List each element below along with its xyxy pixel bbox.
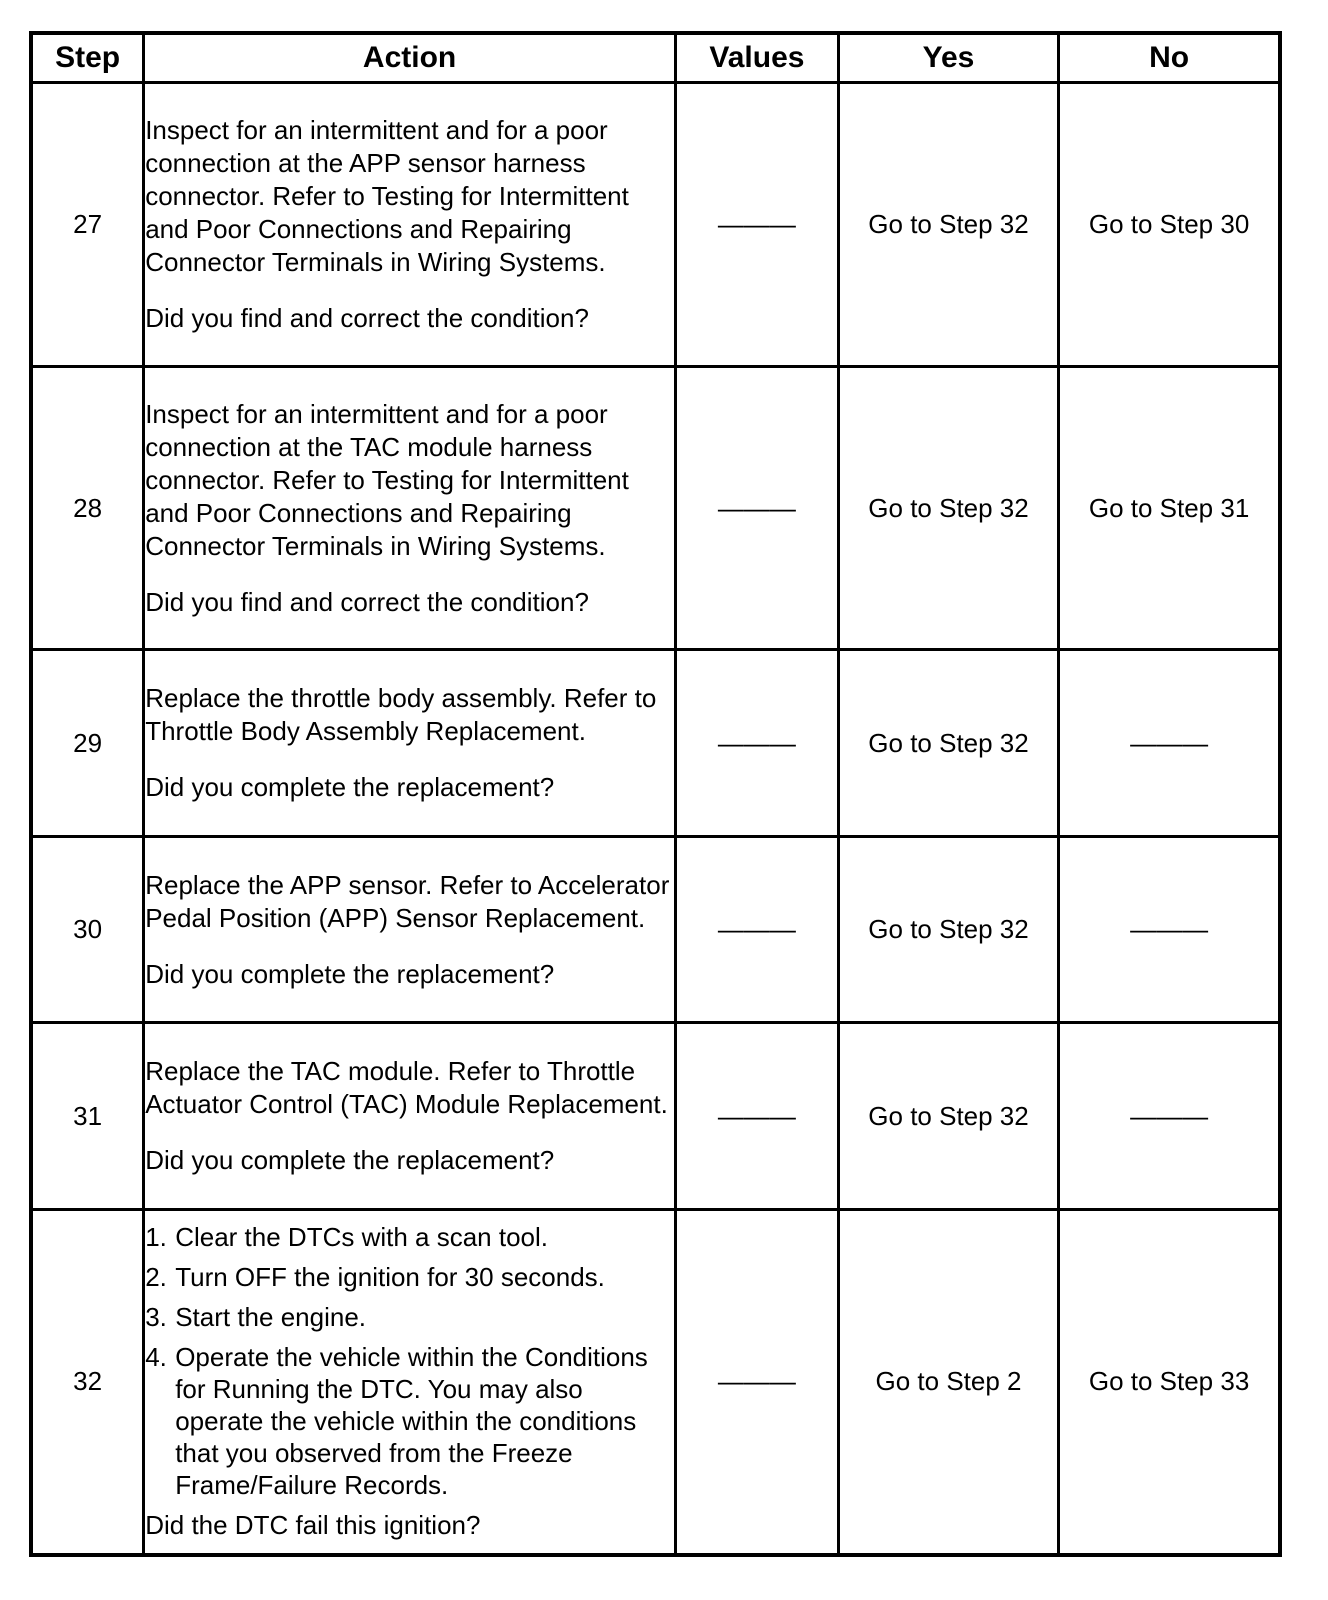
step-number: 28 <box>31 367 144 650</box>
substep-text: Clear the DTCs with a scan tool. <box>175 1222 549 1253</box>
step-number: 32 <box>31 1210 144 1555</box>
table-row <box>31 837 1280 1023</box>
values-cell: ——— <box>675 837 838 1023</box>
list-item <box>145 1261 674 1293</box>
action-question: Did you find and correct the condition? <box>145 586 589 617</box>
action-question: Did you complete the replacement? <box>145 772 555 802</box>
action-cell <box>144 1023 676 1210</box>
substep-number: 1. <box>145 1222 167 1253</box>
values-cell: ——— <box>675 650 838 837</box>
no-cell: Go to Step 31 <box>1059 367 1280 650</box>
no-cell: ——— <box>1059 837 1280 1023</box>
step-number: 27 <box>31 83 144 367</box>
substep-number: 2. <box>145 1262 167 1293</box>
no-cell: ——— <box>1059 650 1280 837</box>
action-cell <box>144 367 676 650</box>
table-row <box>31 83 1280 367</box>
table-row <box>31 1210 1280 1555</box>
header-step: Step <box>31 33 144 83</box>
action-text: Replace the throttle body assembly. Refer to Throttle Body Assembly Replacement. <box>145 683 657 746</box>
yes-cell: Go to Step 32 <box>838 837 1058 1023</box>
header-yes: Yes <box>838 33 1058 83</box>
substep-list <box>145 1221 674 1501</box>
values-cell: ——— <box>675 1023 838 1210</box>
action-question: Did you complete the replacement? <box>145 958 555 989</box>
table-row <box>31 367 1280 650</box>
action-text: Inspect for an intermittent and for a poor connection at the TAC module harness connector. Refer to Testing for Intermittent and Poor Connections and Repairing Connector Terminals in Wiring Systems. <box>145 398 629 561</box>
list-item <box>145 1301 674 1333</box>
header-row <box>31 33 1280 83</box>
step-number: 30 <box>31 837 144 1023</box>
action-question: Did the DTC fail this ignition? <box>145 1510 481 1541</box>
values-cell: ——— <box>675 83 838 367</box>
yes-cell: Go to Step 32 <box>838 1023 1058 1210</box>
values-cell: ——— <box>675 1210 838 1555</box>
substep-text: Turn OFF the ignition for 30 seconds. <box>175 1262 605 1293</box>
action-cell <box>144 837 676 1023</box>
action-text: Replace the TAC module. Refer to Throttle Actuator Control (TAC) Module Replacement. <box>145 1056 668 1119</box>
no-cell: Go to Step 33 <box>1059 1210 1280 1555</box>
no-cell: ——— <box>1059 1023 1280 1210</box>
yes-cell: Go to Step 32 <box>838 83 1058 367</box>
action-question: Did you complete the replacement? <box>145 1145 555 1175</box>
values-cell: ——— <box>675 367 838 650</box>
diagnostic-table <box>29 31 1282 1557</box>
action-cell <box>144 1210 676 1555</box>
substep-number: 3. <box>145 1302 167 1333</box>
header-values: Values <box>675 33 838 83</box>
no-cell: Go to Step 30 <box>1059 83 1280 367</box>
action-question: Did you find and correct the condition? <box>145 303 589 333</box>
action-cell <box>144 83 676 367</box>
substep-text: Operate the vehicle within the Conditions for Running the DTC. You may also operate the vehicle within the conditions that you observed from the Freeze Frame/Failure Records. <box>175 1342 648 1501</box>
action-text: Inspect for an intermittent and for a poor connection at the APP sensor harness connector. Refer to Testing for Intermittent and Poor Connections and Repairing Connector Terminals in Wiring Systems. <box>145 115 629 277</box>
table-row <box>31 650 1280 837</box>
substep-text: Start the engine. <box>175 1302 367 1333</box>
yes-cell: Go to Step 32 <box>838 650 1058 837</box>
action-cell <box>144 650 676 837</box>
action-text: Replace the APP sensor. Refer to Accelerator Pedal Position (APP) Sensor Replacement. <box>145 869 670 933</box>
step-number: 29 <box>31 650 144 837</box>
yes-cell: Go to Step 2 <box>838 1210 1058 1555</box>
header-action: Action <box>144 33 676 83</box>
list-item <box>145 1221 674 1253</box>
substep-number: 4. <box>145 1342 167 1373</box>
header-no: No <box>1059 33 1280 83</box>
table-row <box>31 1023 1280 1210</box>
yes-cell: Go to Step 32 <box>838 367 1058 650</box>
list-item <box>145 1341 674 1501</box>
step-number: 31 <box>31 1023 144 1210</box>
